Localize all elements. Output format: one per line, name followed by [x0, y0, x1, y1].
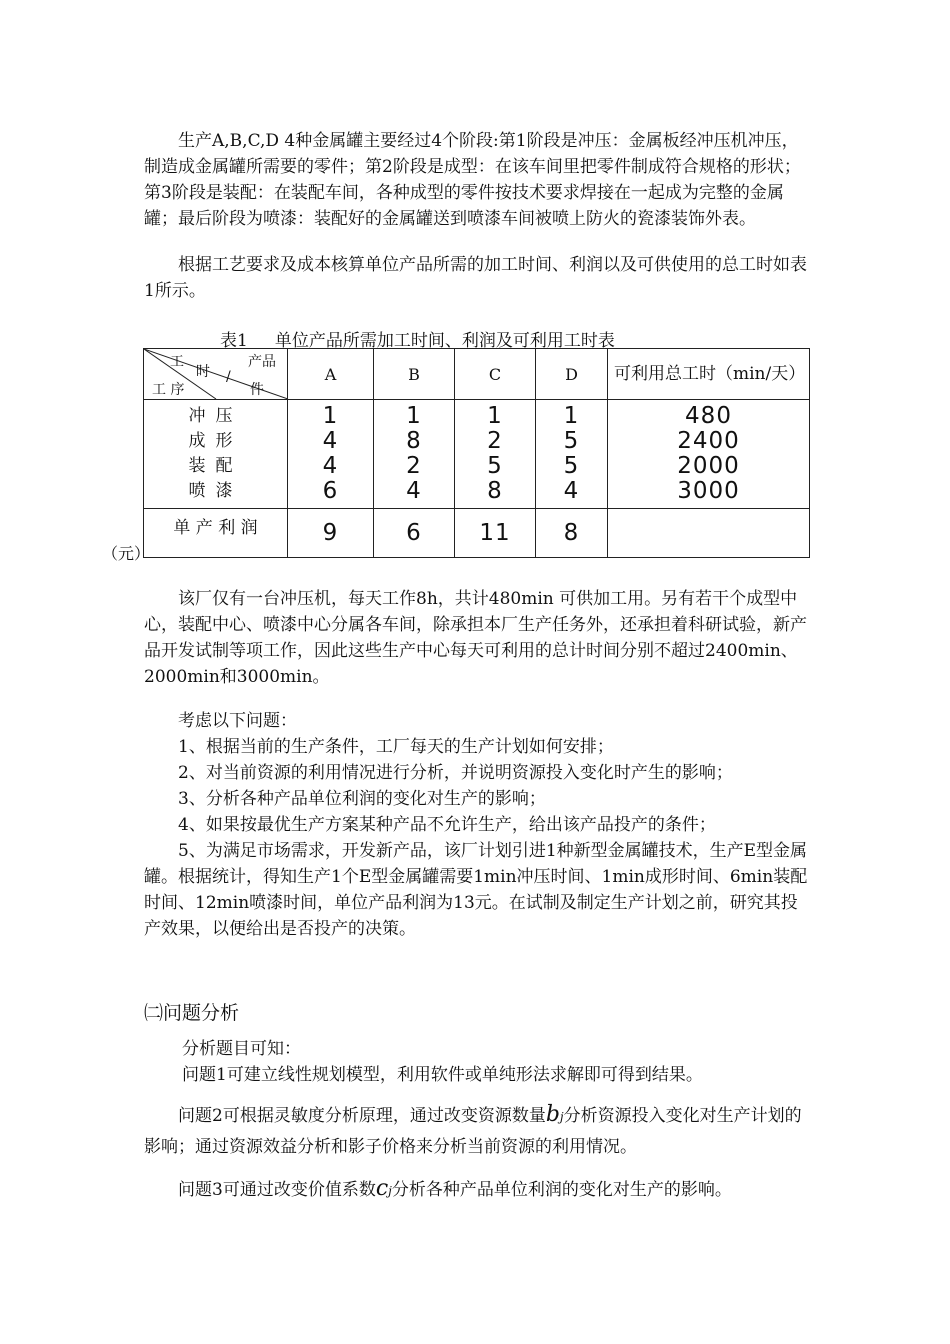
question-item: 2、对当前资源的利用情况进行分析，并说明资源投入变化时产生的影响；	[178, 763, 733, 783]
header-product-a: A	[288, 349, 374, 400]
c-symbol: c	[375, 1176, 389, 1201]
step-label: 喷漆	[188, 481, 243, 501]
question-item: 5、为满足市场需求，开发新产品，该厂计划引进1种新型金属罐技术，生产E型金属罐。根据统计，得知生产1个E型金属罐需要1min冲压时间、1min成形时间、6min装配时间、12min喷漆时间，单位产品利润为13元。在试制及制定生产计划之前，研究其投产效果，以便给出是否投产的决策。	[144, 841, 808, 939]
question-item: 4、如果按最优生产方案某种产品不允许生产，给出该产品投产的条件；	[178, 815, 716, 835]
analysis-q3	[144, 1174, 809, 1206]
header-product-b: B	[374, 349, 455, 400]
values-b: 1 8 2 4	[374, 400, 455, 509]
profit-d: 8	[536, 509, 608, 558]
header-chanpin: 产品	[248, 354, 276, 370]
after-table-paragraph: 该厂仅有一台冲压机，每天工作8h，共计480min 可供加工用。另有若干个成型中心，装配中心、喷漆中心分属各车间，除承担本厂生产任务外，还承担着科研试验，新产品开发试制等项工作，因此这些生产中心每天可利用的总计时间分别不超过2400min、2000min和3000min。	[144, 589, 807, 687]
analysis-q3-text: 分析各种产品单位利润的变化对生产的影响。	[391, 1180, 732, 1200]
profit-a: 9	[288, 509, 374, 558]
values-capacity: 480 2400 2000 3000	[608, 400, 810, 509]
section-heading: ㈡问题分析	[144, 1002, 240, 1024]
profit-b: 6	[374, 509, 455, 558]
profit-label: 单 产 利 润	[144, 509, 288, 558]
header-jian: 件	[250, 382, 264, 398]
values-a: 1 4 4 6	[288, 400, 374, 509]
header-product-d: D	[536, 349, 608, 400]
values-d: 1 5 5 4	[536, 400, 608, 509]
analysis-q3-text: 问题3可通过改变价值系数	[178, 1180, 376, 1200]
profit-row	[144, 509, 810, 558]
step-label: 成形	[188, 431, 243, 451]
header-gongxu: 工 序	[152, 382, 185, 398]
header-slash: /	[226, 369, 231, 385]
c-subscript: j	[388, 1184, 392, 1198]
profit-unit: （元）	[102, 544, 151, 563]
analysis-q2-text: 分析资源投入变化对生产计划的影响；通过资源效益分析和影子价格来分析当前资源的利用情况。	[144, 1106, 802, 1157]
step-label: 装配	[188, 456, 243, 476]
header-product-c: C	[455, 349, 536, 400]
header-capacity: 可利用总工时（min/天）	[608, 349, 810, 400]
values-c: 1 2 5 8	[455, 400, 536, 509]
b-symbol: b	[545, 1102, 560, 1127]
analysis-q2	[144, 1100, 809, 1162]
question-item: 1、根据当前的生产条件，工厂每天的生产计划如何安排；	[178, 737, 614, 757]
analysis-q2-text: 问题2可根据灵敏度分析原理，通过改变资源数量	[178, 1106, 546, 1126]
table-header-row	[144, 349, 810, 400]
header-shi: 时	[196, 364, 210, 380]
analysis-lead: 分析题目可知：	[182, 1039, 301, 1059]
header-gong: 工	[170, 354, 184, 370]
profit-capacity-empty	[608, 509, 810, 558]
analysis-q1: 问题1可建立线性规划模型，利用软件或单纯形法求解即可得到结果。	[182, 1065, 703, 1085]
step-label: 冲压	[188, 406, 243, 426]
question-item: 3、分析各种产品单位利润的变化对生产的影响；	[178, 789, 546, 809]
process-steps-cell	[144, 400, 288, 509]
process-time-table	[143, 348, 810, 558]
b-subscript: j	[559, 1110, 564, 1124]
intro-paragraph-2: 根据工艺要求及成本核算单位产品所需的加工时间、利润以及可供使用的总工时如表1所示。	[144, 255, 807, 301]
table-body-row	[144, 400, 810, 509]
diagonal-header-cell	[144, 349, 288, 400]
profit-c: 11	[455, 509, 536, 558]
table-caption: 表1 单位产品所需加工时间、利润及可利用工时表	[220, 331, 615, 351]
questions-lead: 考虑以下问题：	[178, 711, 297, 731]
intro-paragraph-1: 生产A,B,C,D 4种金属罐主要经过4个阶段:第1阶段是冲压：金属板经冲压机冲压，制造成金属罐所需要的零件；第2阶段是成型：在该车间里把零件制成符合规格的形状；第3阶段是装配：在装配车间，各种成型的零件按技术要求焊接在一起成为完整的金属罐；最后阶段为喷漆：装配好的金属罐送到喷漆车间被喷上防火的瓷漆装饰外表。	[144, 131, 801, 229]
